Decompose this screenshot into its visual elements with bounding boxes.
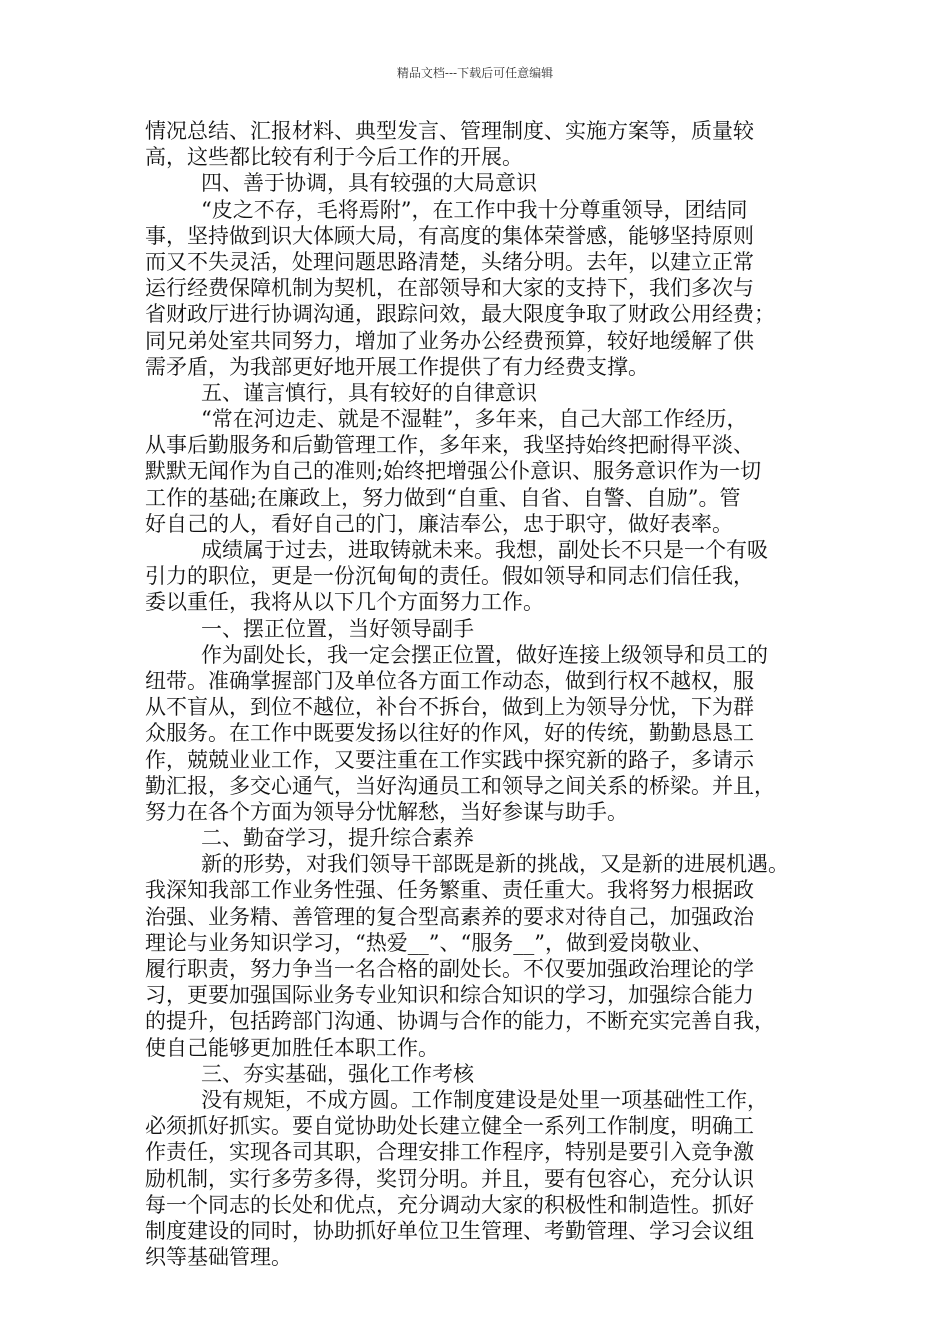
text-line: 而又不失灵活，处理问题思路清楚，头绪分明。去年，以建立正常 [145,249,754,274]
text-line: 织等基础管理。 [145,1245,292,1270]
text-line: 运行经费保障机制为契机，在部领导和大家的支持下，我们多次与 [145,276,754,301]
text-line: 我深知我部工作业务性强、任务繁重、责任重大。我将努力根据政 [145,878,754,903]
text-line: 默默无闻作为自己的准则;始终把增强公仆意识、服务意识作为一切 [145,459,762,484]
text-line: 三、夯实基础，强化工作考核 [201,1061,474,1086]
text-line: 众服务。在工作中既要发扬以往好的作风，好的传统，勤勤恳恳工 [145,721,754,746]
text-line: 高，这些都比较有利于今后工作的开展。 [145,145,523,170]
text-line: 努力在各个方面为领导分忧解愁，当好参谋与助手。 [145,799,628,824]
text-line: 治强、业务精、善管理的复合型高素养的要求对待自己，加强政治 [145,904,754,929]
text-line: 省财政厅进行协调沟通，跟踪问效，最大限度争取了财政公用经费； [145,302,775,327]
text-line: 励机制，实行多劳多得，奖罚分明。并且，要有包容心，充分认识 [145,1166,754,1191]
text-line: 履行职责，努力争当一名合格的副处长。不仅要加强政治理论的学 [145,957,754,981]
text-line: “常在河边走、就是不湿鞋”，多年来，自己大部工作经历， [201,407,748,432]
text-line: 好自己的人，看好自己的门，廉洁奉公，忠于职守，做好表率。 [145,511,733,536]
document-body [145,118,817,1270]
text-line: 使自己能够更加胜任本职工作。 [145,1035,439,1060]
text-line: 事，坚持做到识大体顾大局，有高度的集体荣誉感，能够坚持原则 [145,223,754,248]
text-line: 没有规矩，不成方圆。工作制度建设是处里一项基础性工作， [201,1087,768,1112]
text-line: 习，更要加强国际业务专业知识和综合知识的学习，加强综合能力 [145,983,754,1008]
text-line: 一、摆正位置，当好领导副手 [201,616,474,641]
text-line: 必须抓好抓实。要自觉协助处长建立健全一系列工作制度，明确工 [145,1114,754,1139]
text-line: “皮之不存，毛将焉附”，在工作中我十分尊重领导，团结同 [201,197,748,222]
text-line: 作责任，实现各司其职，合理安排工作程序，特别是要引入竞争激 [145,1140,754,1165]
text-line: 新的形势，对我们领导干部既是新的挑战，又是新的进展机遇。 [201,852,789,877]
text-line: 理论与业务知识学习，“热爱__”、“服务__”，做到爱岗敬业、 [145,930,713,955]
text-line: 从事后勤服务和后勤管理工作，多年来，我坚持始终把耐得平淡、 [145,433,754,458]
text-line: 每一个同志的长处和优点，充分调动大家的积极性和制造性。抓好 [145,1192,754,1217]
text-line: 勤汇报，多交心通气，当好沟通员工和领导之间关系的桥梁。并且， [145,773,775,798]
text-line: 引力的职位，更是一份沉甸甸的责任。假如领导和同志们信任我， [145,564,754,589]
page-header: 精品文档---下载后可任意编辑 [396,66,554,80]
text-line: 委以重任，我将从以下几个方面努力工作。 [145,590,544,615]
text-line: 五、谨言慎行，具有较好的自律意识 [201,380,537,405]
text-line: 同兄弟处室共同努力，增加了业务办公经费预算，较好地缓解了供 [145,328,754,353]
text-line: 工作的基础;在廉政上，努力做到“自重、自省、自警、自励”。管 [145,485,741,510]
text-line: 的提升，包括跨部门沟通、协调与合作的能力，不断充实完善自我， [145,1009,775,1034]
text-line: 制度建设的同时，协助抓好单位卫生管理、考勤管理、学习会议组 [145,1218,754,1243]
text-line: 二、勤奋学习，提升综合素养 [201,826,474,851]
text-line: 成绩属于过去，进取铸就未来。我想，副处长不只是一个有吸 [201,538,768,562]
text-line: 从不盲从，到位不越位，补台不拆台，做到上为领导分忧，下为群 [145,695,754,720]
text-line: 四、善于协调，具有较强的大局意识 [201,171,537,196]
text-line: 需矛盾，为我部更好地开展工作提供了有力经费支撑。 [145,354,649,379]
text-line: 情况总结、汇报材料、典型发言、管理制度、实施方案等，质量较 [145,119,754,143]
text-line: 纽带。准确掌握部门及单位各方面工作动态，做到行权不越权，服 [145,668,754,693]
text-line: 作，兢兢业业工作，又要注重在工作实践中探究新的路子，多请示 [145,747,754,772]
text-line: 作为副处长，我一定会摆正位置，做好连接上级领导和员工的 [201,642,768,667]
